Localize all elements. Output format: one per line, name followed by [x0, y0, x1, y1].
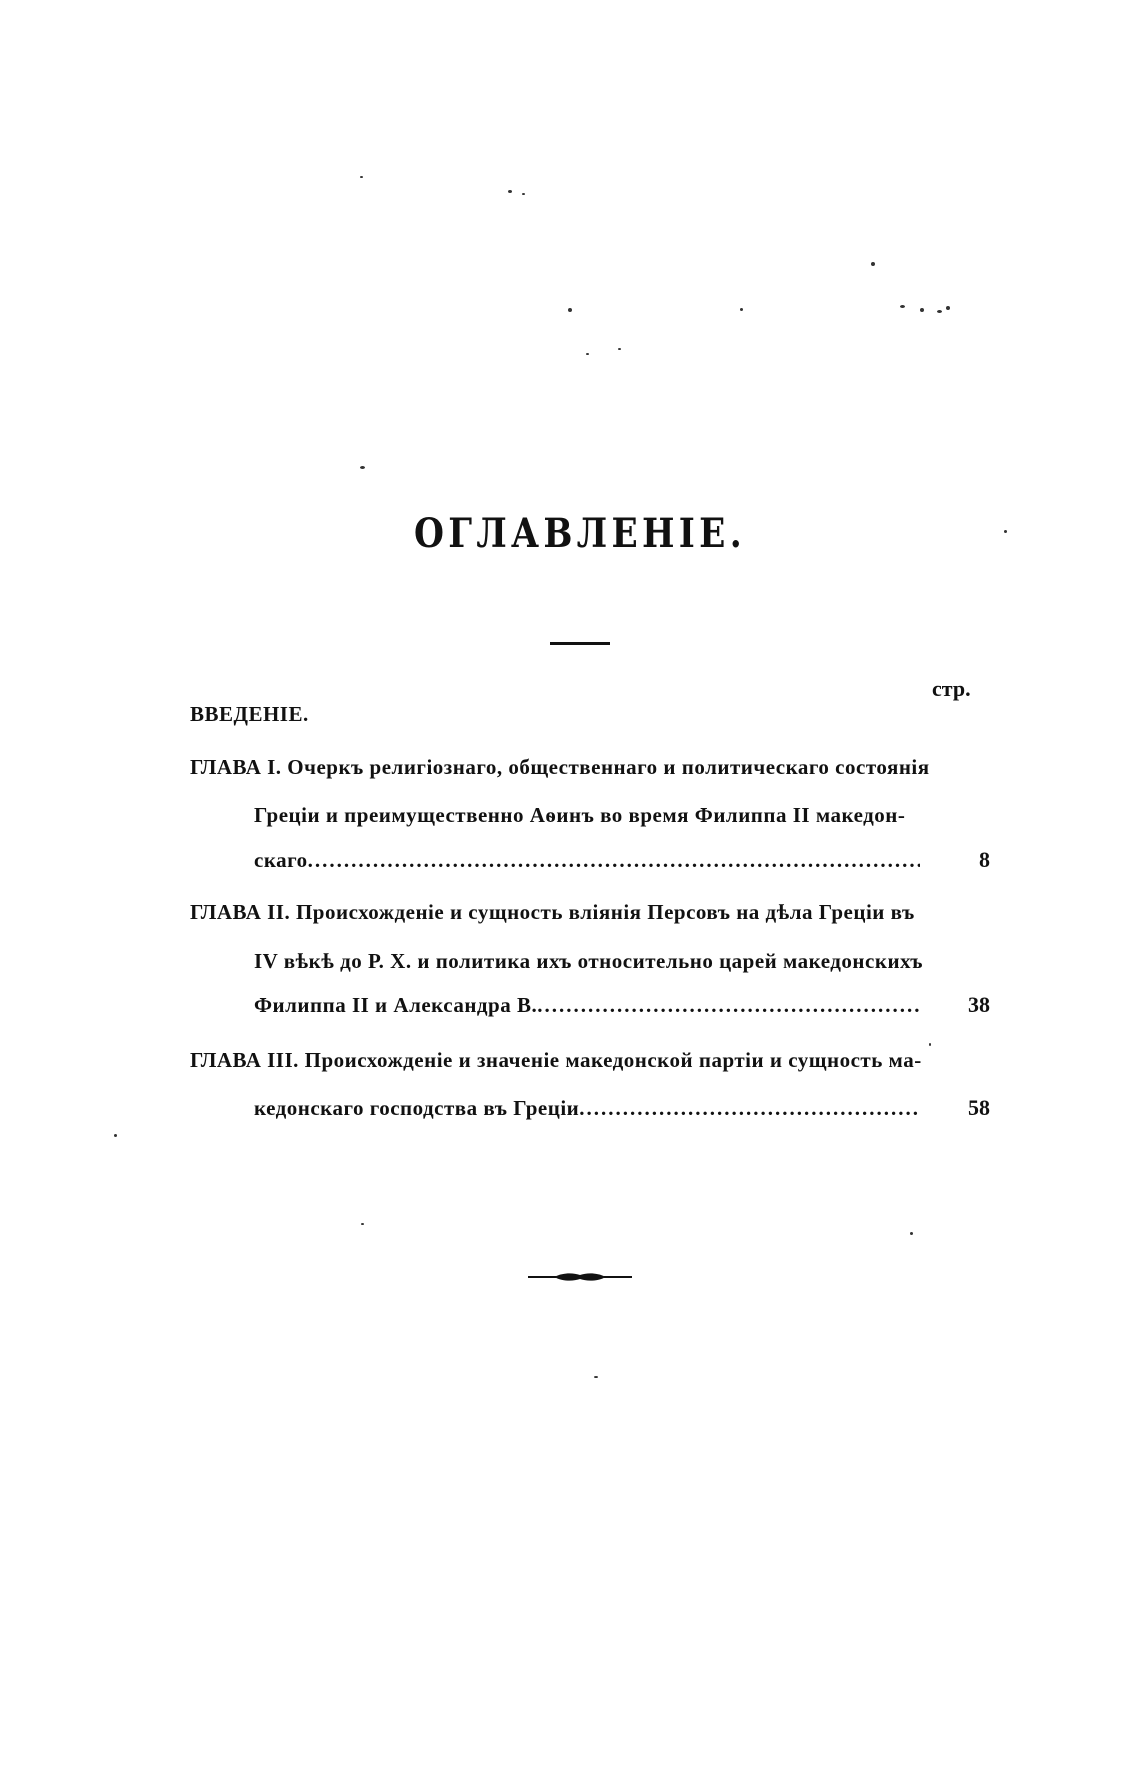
page-number: 8 — [979, 847, 990, 872]
toc-entry-line — [254, 1093, 920, 1123]
print-speck — [740, 308, 743, 311]
print-speck — [910, 1232, 913, 1235]
page-number: 38 — [968, 992, 990, 1017]
print-speck — [920, 308, 924, 312]
print-speck — [618, 348, 621, 350]
print-speck — [937, 310, 942, 313]
print-speck — [360, 176, 363, 178]
toc-title: ОГЛАВЛЕНІЕ. — [414, 510, 746, 557]
toc-entry-line — [254, 946, 923, 976]
entry-text: ГЛАВА III. Происхожденіе и значеніе македонской партіи и сущность ма- — [190, 1048, 922, 1072]
page-number: 58 — [968, 1095, 990, 1120]
toc-entry-line — [254, 845, 920, 875]
print-speck — [568, 308, 572, 312]
dot-leader — [579, 1093, 920, 1123]
toc-entry-line — [190, 897, 915, 927]
closing-ornament — [528, 1271, 632, 1283]
title-rule — [550, 642, 610, 645]
toc-entry-line — [190, 1045, 922, 1075]
dot-leader — [537, 990, 920, 1020]
print-speck — [361, 1223, 364, 1225]
toc-entry-introduction: ВВЕДЕНІЕ. — [190, 702, 309, 726]
print-speck — [929, 1043, 931, 1046]
print-speck — [114, 1134, 117, 1137]
entry-text: ГЛАВА II. Происхожденіе и сущность вліянія Персовъ на дѣла Греціи въ — [190, 900, 915, 924]
entry-text: ГЛАВА I. Очеркъ религіознаго, общественнаго и политическаго состоянія — [190, 755, 930, 779]
entry-text: скаго — [254, 848, 308, 872]
print-speck — [522, 193, 525, 195]
entry-text: кедонскаго господства въ Греціи — [254, 1096, 580, 1120]
print-speck — [586, 353, 589, 355]
entry-text: Греціи и преимущественно Аѳинъ во время Филиппа II македон- — [254, 803, 906, 827]
entry-text: IV вѣкѣ до Р. Х. и политика ихъ относительно царей македонскихъ — [254, 949, 923, 973]
entry-text: Филиппа II и Александра В. — [254, 993, 538, 1017]
toc-entry-line — [254, 990, 920, 1020]
page-column-header: стр. — [932, 676, 971, 701]
print-speck — [900, 305, 905, 308]
dot-leader — [308, 845, 920, 875]
print-speck — [946, 306, 950, 310]
print-speck — [871, 262, 875, 266]
toc-entry-line — [254, 800, 905, 830]
toc-entry-line — [190, 752, 930, 782]
print-speck — [594, 1376, 598, 1378]
print-speck — [360, 466, 365, 469]
print-speck — [508, 190, 512, 193]
